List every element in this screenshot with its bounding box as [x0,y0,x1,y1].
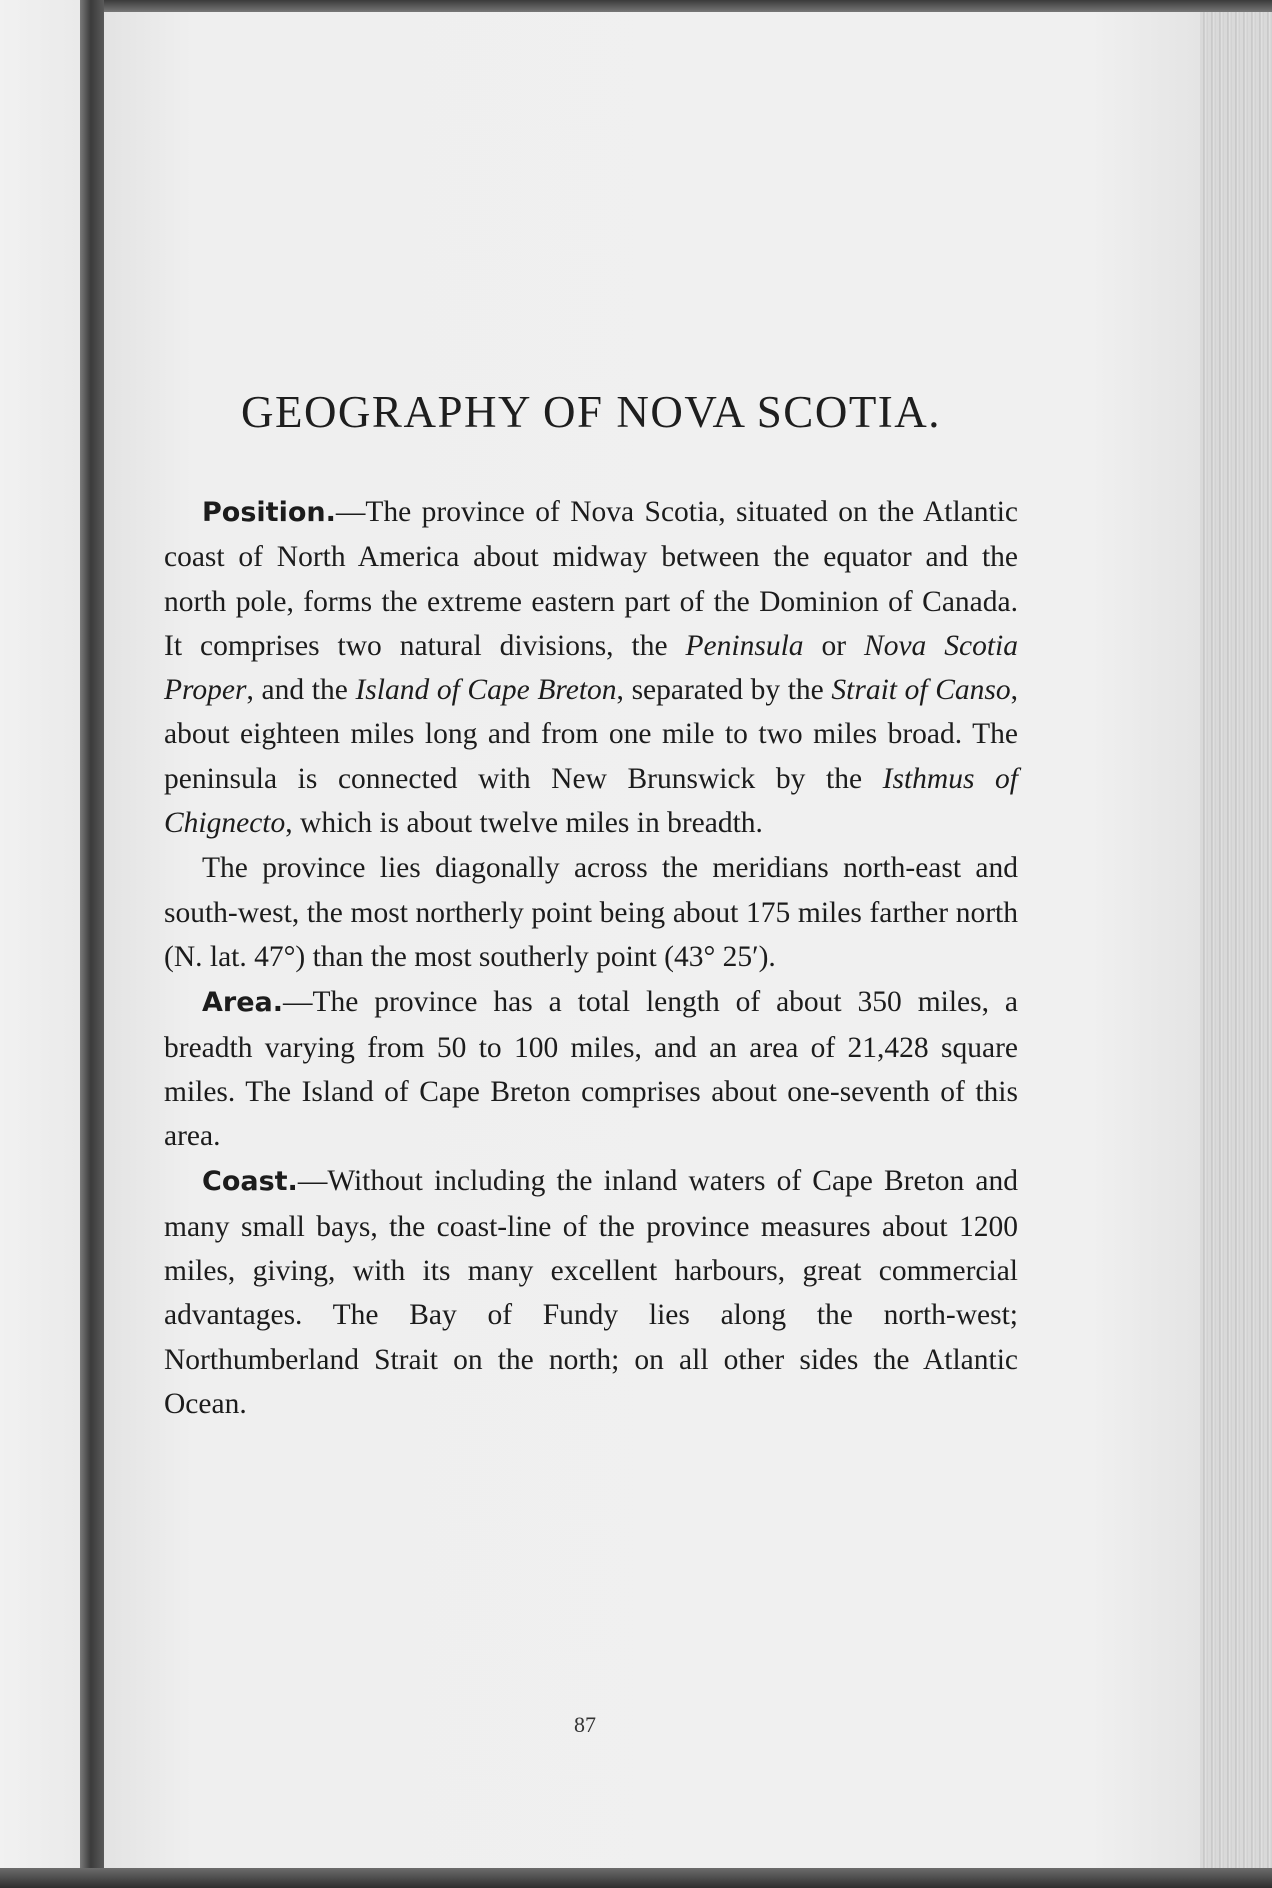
position-text-1: —The province of Nova Scotia, situated on the Atlantic coast of North America about midway between the equator and the north pole, forms the extreme eastern part of the Dominion of Canada. It comprises two natural divisions, the [164,496,1018,662]
position-paragraph-2: The province lies diagonally across the meridians north-east and south-west, the most northerly point being about 175 miles farther north (N. lat. 47°) than the most southerly point (43° 25′). [164,852,1018,973]
strait-term: Strait of Canso [831,674,1011,707]
page-title: GEOGRAPHY OF NOVA SCOTIA. [240,387,942,437]
left-page-edge [0,0,80,1888]
area-paragraph [164,980,1018,1158]
position-text-2: or [803,629,865,662]
isthmus-term: Isthmus of Chignecto [164,762,1018,840]
bottom-page-edge [0,1868,1272,1888]
page-content [164,386,1018,1426]
position-text-6: , which is about twelve miles in breadth. [285,807,763,840]
nova-scotia-proper-term: Nova Scotia Proper [164,629,1018,707]
book-spine [80,0,104,1888]
position-heading: Position. [202,497,336,528]
position-text-4: , separated by the [616,674,832,707]
top-page-edge [80,0,1272,12]
peninsula-term: Peninsula [685,629,804,662]
area-text: —The province has a total length of about 350 miles, a breadth varying from 50 to 100 miles, and an area of 21,428 square miles. The Island of Cape Breton comprises about one-seventh of this area. [164,986,1018,1153]
coast-text: —Without including the inland waters of Cape Breton and many small bays, the coast-line of the province measures about 1200 miles, giving, with its many excellent harbours, great commercial advantages. The Bay of Fundy lies along the north-west; Northumberland Strait on the north; on all other sides the Atlantic Ocean. [164,1165,1018,1420]
coast-paragraph [164,1159,1018,1426]
position-paragraph-1 [164,490,1018,845]
right-page-leaves [1200,12,1272,1868]
coast-heading: Coast. [202,1166,298,1198]
book-page [104,12,1200,1868]
position-text-3: , and the [246,674,356,707]
page-number: 87 [574,1712,596,1737]
island-term: Island of Cape Breton [355,674,617,707]
area-heading: Area. [202,987,283,1019]
position-text-5: , about eighteen miles long and from one mile to two miles broad. The peninsula is connected with New Brunswick by the [164,674,1019,795]
